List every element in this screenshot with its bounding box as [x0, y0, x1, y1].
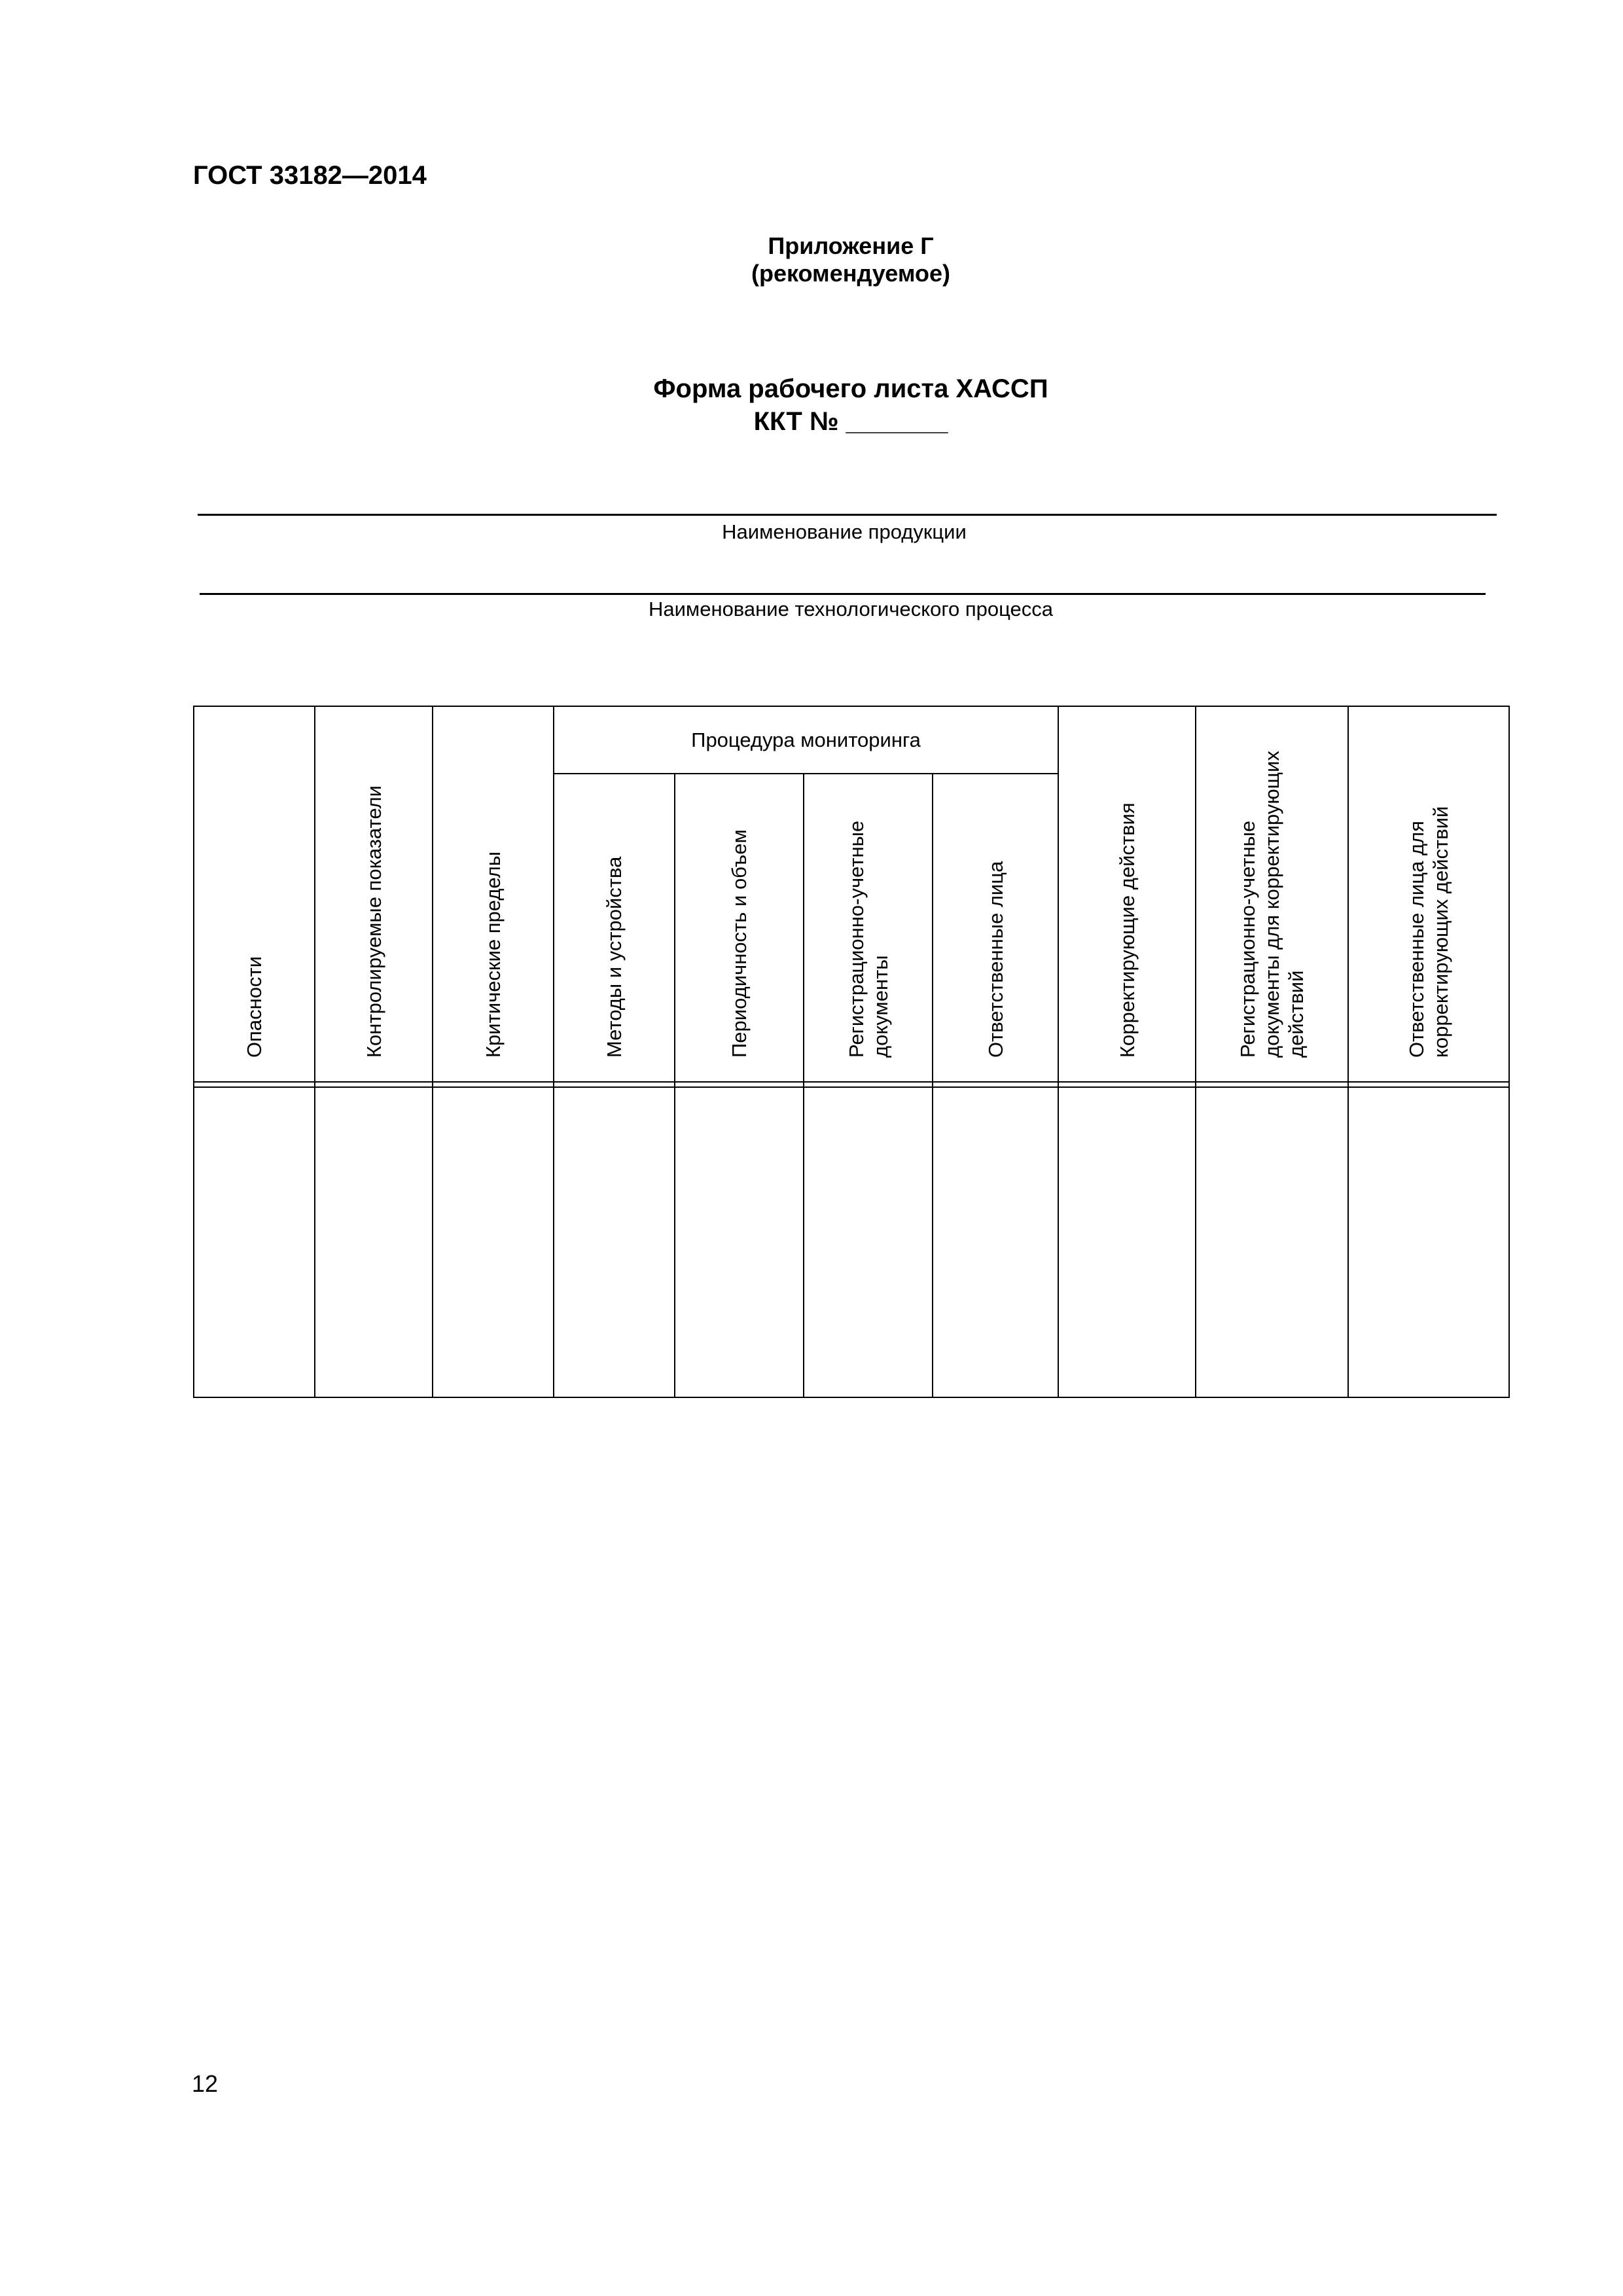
- header-separator-row: [194, 1082, 1509, 1087]
- col-header-responsible-persons: [933, 774, 1058, 1082]
- empty-cell[interactable]: [433, 1087, 554, 1397]
- col-header-text: [1115, 802, 1139, 1058]
- col-header-registration-docs: [804, 774, 933, 1082]
- col-header-line: Регистрационно-учетные: [844, 820, 868, 1058]
- col-header-frequency-volume: [675, 774, 804, 1082]
- col-header-controlled-indicators: [315, 706, 433, 1082]
- col-header-methods-devices: [554, 774, 675, 1082]
- col-header-text: [242, 956, 266, 1058]
- col-header-line: действий: [1285, 970, 1308, 1058]
- col-header-corrective-actions: [1058, 706, 1196, 1082]
- col-header-critical-limits: [433, 706, 554, 1082]
- col-header-hazards: [194, 706, 315, 1082]
- col-header-text: [1236, 751, 1308, 1058]
- col-header-line: Методы и устройства: [603, 856, 626, 1058]
- col-header-line: Корректирующие действия: [1115, 802, 1139, 1058]
- hassp-worksheet-table: [193, 706, 1510, 1398]
- col-header-line: корректирующих действий: [1429, 806, 1452, 1058]
- empty-cell[interactable]: [1348, 1087, 1509, 1397]
- col-header-line: Регистрационно-учетные: [1236, 820, 1259, 1058]
- annex-status: (рекомендуемое): [751, 260, 950, 287]
- page-number: 12: [192, 2070, 219, 2097]
- annex-title: Приложение Г: [768, 232, 934, 259]
- empty-cell[interactable]: [675, 1087, 804, 1397]
- process-name-line: [200, 593, 1486, 595]
- empty-cell[interactable]: [933, 1087, 1058, 1397]
- monitoring-procedure-header: Процедура мониторинга: [554, 706, 1058, 774]
- ccp-number: ККТ № _______: [753, 407, 948, 436]
- table-row: [194, 1087, 1509, 1397]
- col-header-line: Критические пределы: [482, 851, 505, 1058]
- col-header-line: документы для корректирующих: [1260, 751, 1283, 1058]
- col-header-text: [602, 857, 626, 1058]
- col-header-text: [362, 785, 386, 1058]
- empty-cell[interactable]: [1058, 1087, 1196, 1397]
- col-header-line: документы: [868, 955, 892, 1058]
- col-header-line: Периодичность и объем: [728, 829, 751, 1058]
- col-header-text: [844, 821, 893, 1058]
- empty-cell[interactable]: [315, 1087, 433, 1397]
- empty-cell[interactable]: [194, 1087, 315, 1397]
- form-title: Форма рабочего листа ХАССП: [653, 374, 1048, 403]
- empty-cell[interactable]: [1196, 1087, 1348, 1397]
- col-header-text: [727, 829, 751, 1058]
- empty-cell[interactable]: [804, 1087, 933, 1397]
- standard-code: ГОСТ 33182—2014: [193, 161, 427, 190]
- product-name-line: [198, 514, 1497, 516]
- col-header-text: [984, 861, 1008, 1058]
- col-header-corrective-registration-docs: [1196, 706, 1348, 1082]
- process-name-label: Наименование технологического процесса: [648, 598, 1054, 620]
- col-header-line: Ответственные лица: [984, 861, 1007, 1058]
- col-header-line: Опасности: [243, 956, 266, 1058]
- col-header-text: [481, 852, 505, 1058]
- col-header-text: [1404, 806, 1453, 1058]
- col-header-corrective-responsible-persons: [1348, 706, 1509, 1082]
- col-header-line: Контролируемые показатели: [362, 785, 385, 1058]
- product-name-label: Наименование продукции: [722, 520, 967, 543]
- empty-cell[interactable]: [554, 1087, 675, 1397]
- col-header-line: Ответственные лица для: [1405, 821, 1428, 1058]
